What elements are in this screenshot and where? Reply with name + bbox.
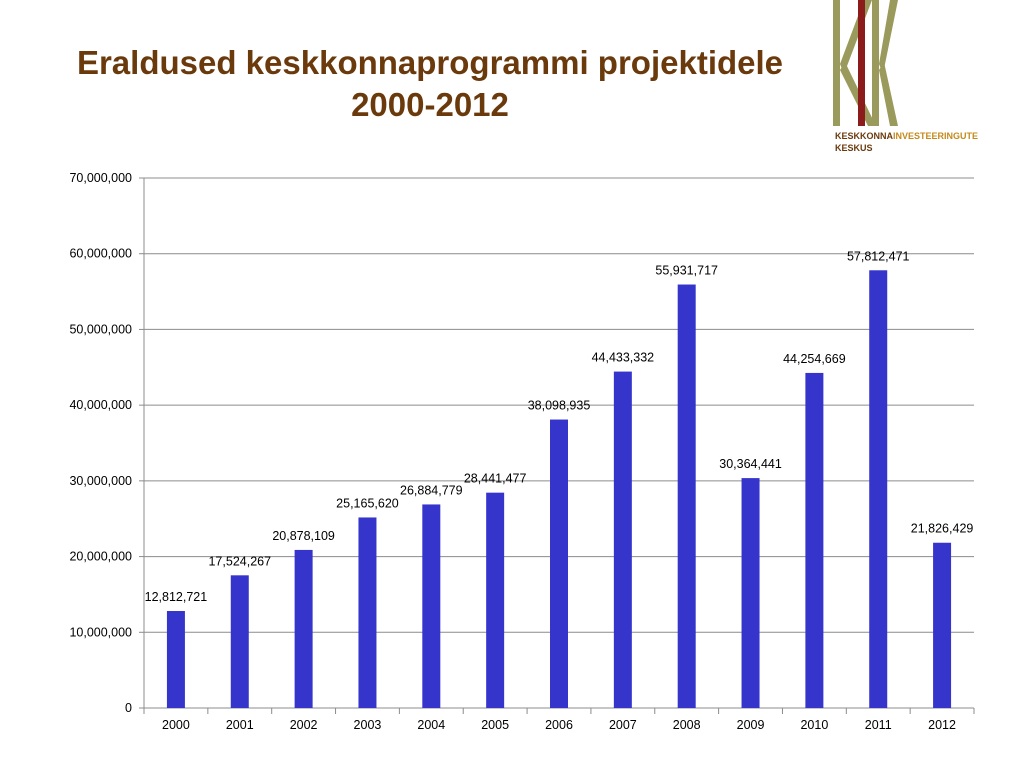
y-tick-label: 20,000,000 (69, 549, 132, 564)
data-label-2007: 44,433,332 (591, 350, 655, 365)
bar-2003 (358, 517, 376, 708)
x-tick-label-2003: 2003 (353, 718, 382, 732)
data-label-2008: 55,931,717 (655, 263, 718, 278)
x-tick-label-2009: 2009 (736, 718, 765, 732)
data-label-2010: 44,254,669 (783, 351, 846, 366)
x-tick-label-2008: 2008 (672, 718, 701, 732)
bar-2010 (805, 373, 823, 708)
bar-2000 (167, 611, 185, 708)
bar-2001 (231, 575, 249, 708)
bar-2002 (295, 550, 313, 708)
y-tick-label: 30,000,000 (69, 473, 132, 488)
logo-text-part2: INVESTEERINGUTE (893, 131, 979, 141)
chart-title (40, 42, 820, 126)
logo-text-part3: KESKUS (835, 143, 873, 153)
logo-text (835, 130, 978, 154)
bar-2012 (933, 543, 951, 708)
chart-title-line2: 2000-2012 (351, 86, 509, 123)
x-tick-label-2004: 2004 (417, 718, 446, 732)
bar-2009 (742, 478, 760, 708)
data-label-2002: 20,878,109 (272, 528, 335, 543)
chart-title-line1: Eraldused keskkonnaprogrammi projektidele (76, 44, 784, 81)
x-tick-label-2010: 2010 (800, 718, 829, 732)
x-tick-label-2007: 2007 (608, 718, 637, 732)
x-tick-label-2000: 2000 (162, 718, 190, 732)
x-tick-label-2006: 2006 (545, 718, 573, 732)
y-tick-label: 50,000,000 (69, 322, 132, 337)
y-tick-label: 40,000,000 (69, 398, 132, 413)
y-tick-label: 0 (125, 701, 132, 715)
data-label-2006: 38,098,935 (527, 398, 591, 413)
data-label-2011: 57,812,471 (846, 249, 910, 264)
y-tick-label: 10,000,000 (69, 625, 132, 640)
x-tick-label-2011: 2011 (864, 718, 892, 732)
x-tick-label-2005: 2005 (481, 718, 510, 732)
bar-2011 (869, 270, 887, 708)
x-tick-label-2001: 2001 (225, 718, 254, 732)
bar-chart (0, 160, 1024, 768)
bar-2004 (422, 504, 440, 708)
data-label-2000: 12,812,721 (144, 589, 208, 604)
data-label-2004: 26,884,779 (400, 483, 463, 498)
data-label-2001: 17,524,267 (208, 554, 272, 569)
data-label-2003: 25,165,620 (336, 496, 399, 511)
data-label-2005: 28,441,477 (463, 471, 527, 486)
logo-text-part1: KESKKONNA (835, 131, 894, 141)
data-label-2009: 30,364,441 (719, 457, 782, 472)
x-tick-label-2002: 2002 (289, 718, 318, 732)
bar-2005 (486, 493, 504, 708)
y-tick-label: 60,000,000 (69, 246, 132, 261)
bar-2007 (614, 372, 632, 708)
bar-2008 (678, 285, 696, 708)
y-tick-label: 70,000,000 (69, 171, 132, 185)
bar-2006 (550, 420, 568, 708)
x-tick-label-2012: 2012 (928, 718, 956, 732)
data-label-2012: 21,826,429 (910, 521, 974, 536)
